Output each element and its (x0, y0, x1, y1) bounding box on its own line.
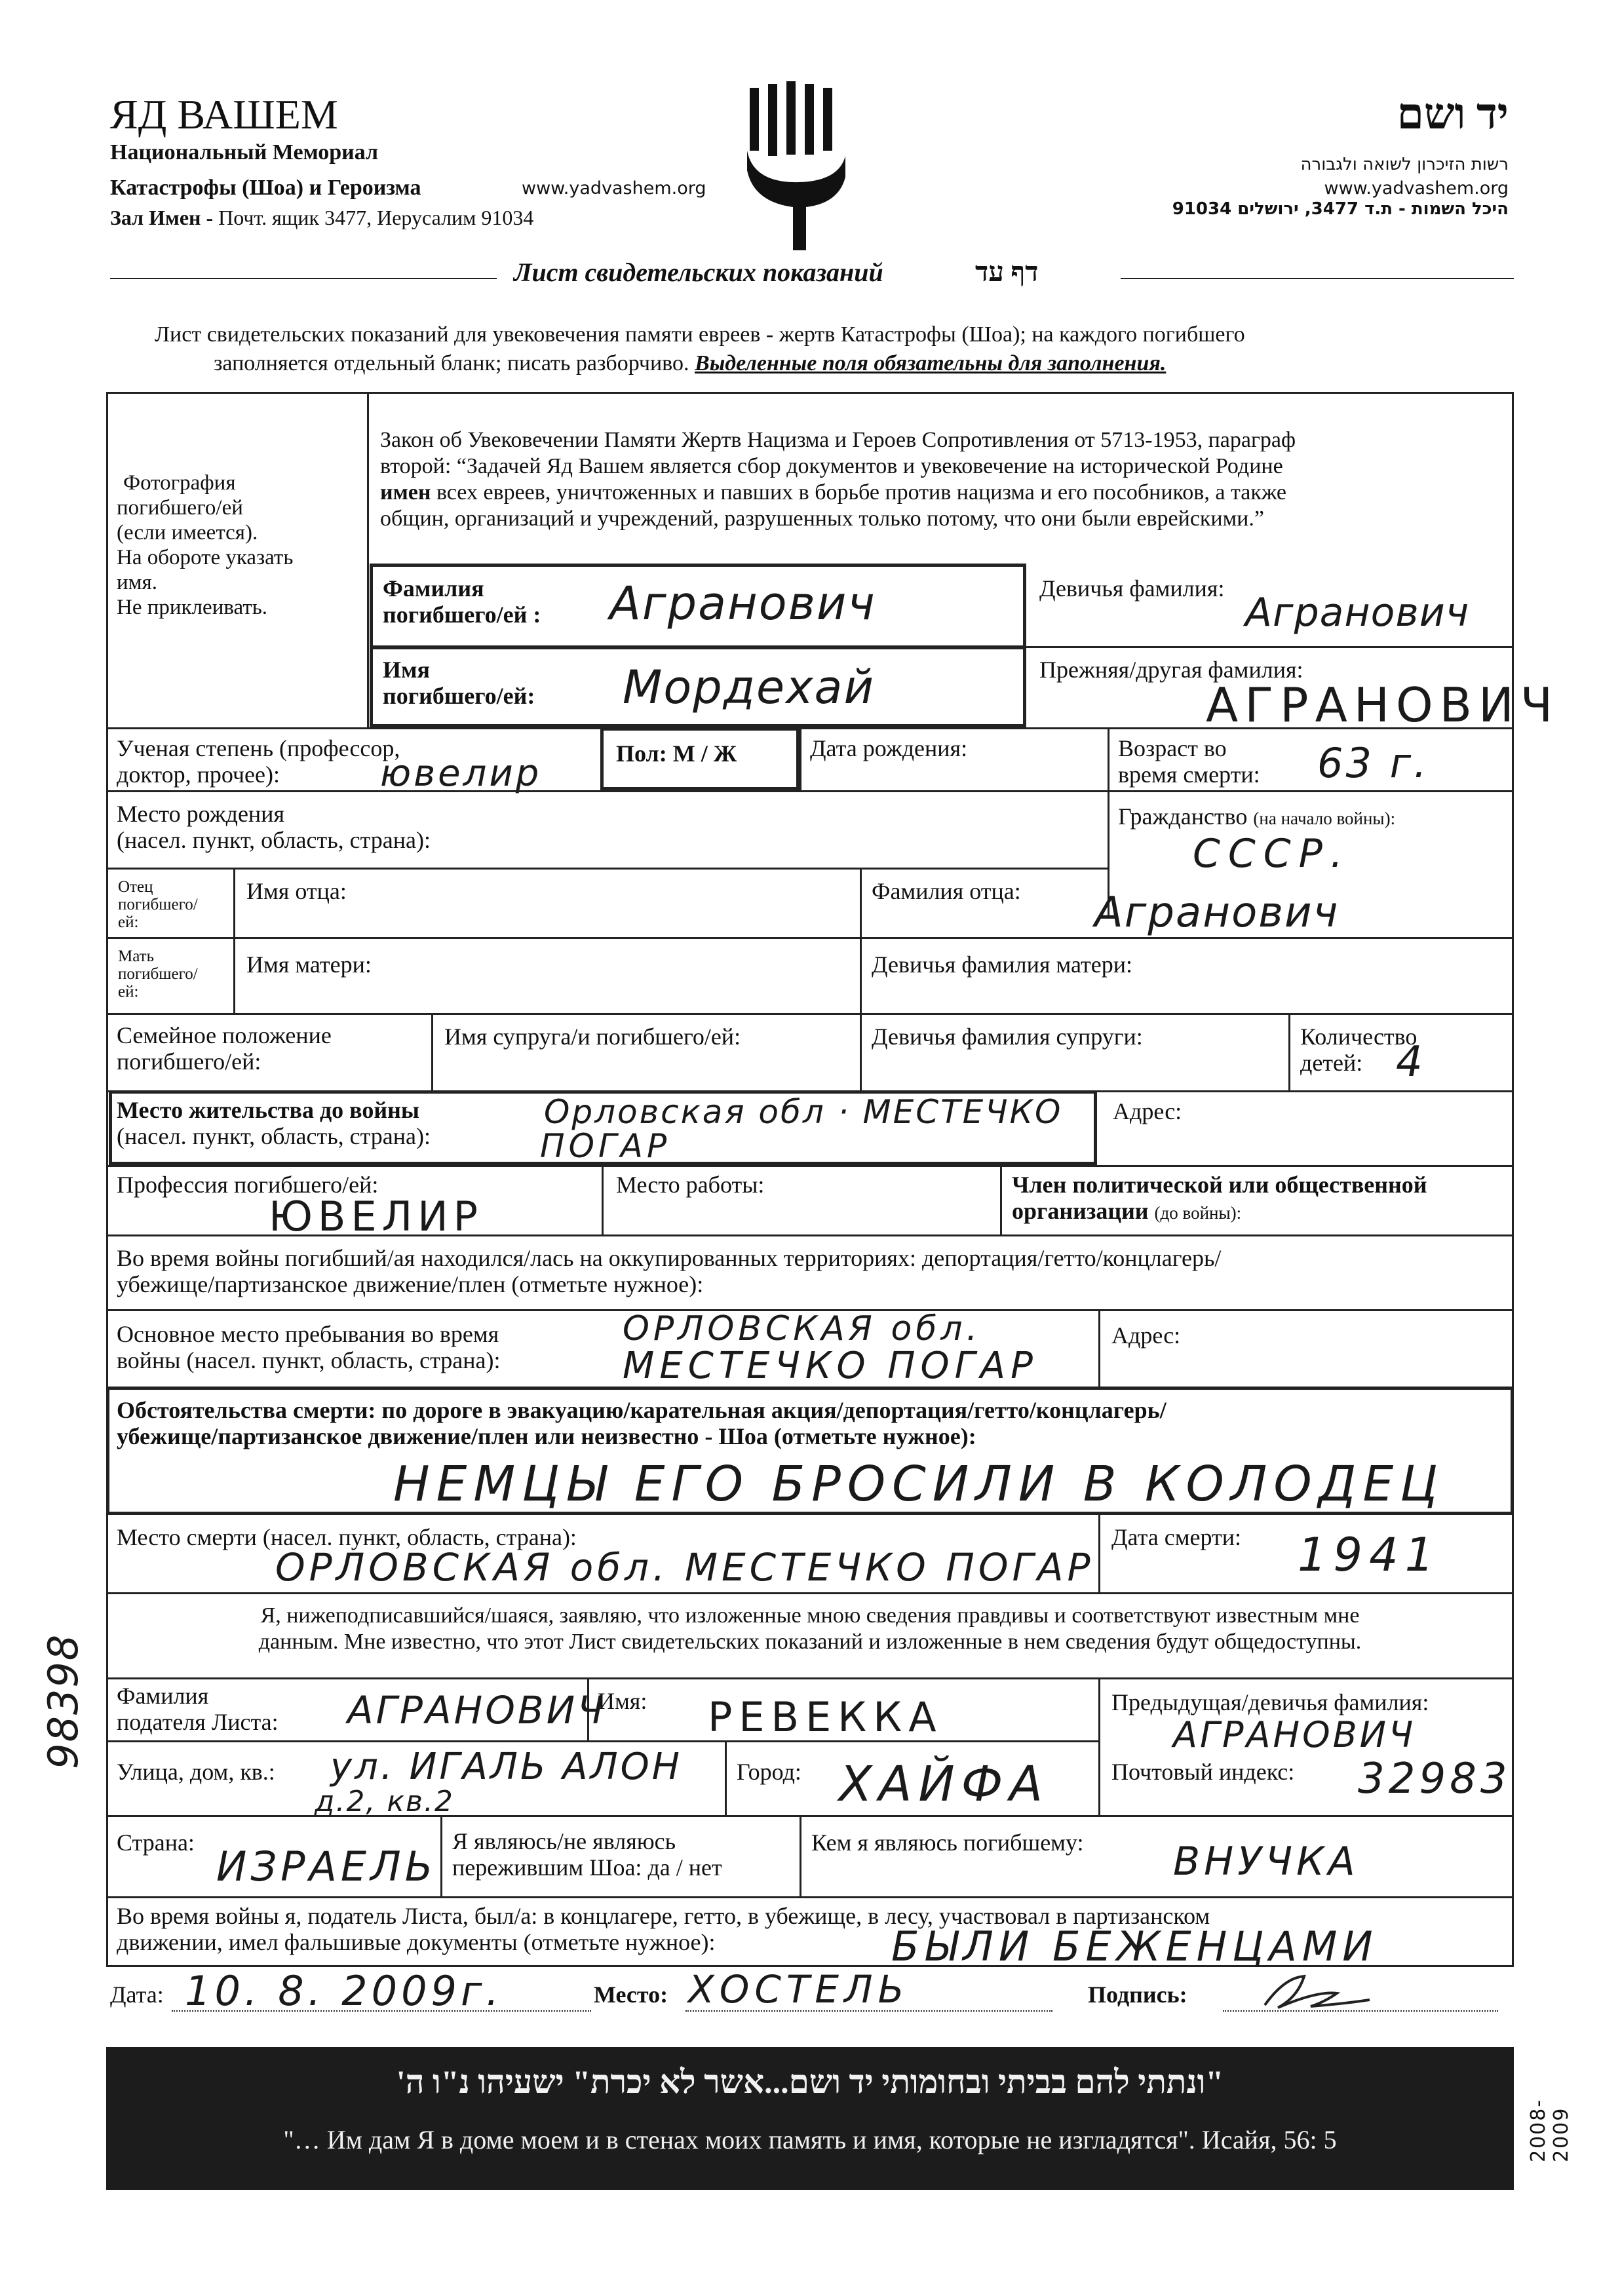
country-divider-2 (800, 1815, 801, 1896)
main-place-value-2: МЕСТЕЧКО ПОГАР (623, 1345, 1038, 1387)
street-label: Улица, дом, кв.: (117, 1759, 275, 1785)
father-side-3: ей: (118, 913, 139, 931)
citizenship-note: (на начало войны): (1253, 809, 1396, 828)
footer-date-label: Дата: (110, 1981, 164, 2008)
footer-place-label: Место: (594, 1981, 668, 2008)
city-label: Город: (737, 1759, 801, 1785)
mother-side-2: погибшего/ (118, 965, 198, 983)
row-birthplace-top (106, 790, 1514, 792)
death-circumstances-label (117, 1397, 1167, 1449)
row-country-top (106, 1815, 1514, 1817)
intro-line-1: Лист свидетельских показаний для увековечения памяти евреев - жертв Катастрофы (Шоа); на каждого погибшего (155, 322, 1245, 347)
age-label-2: время смерти: (1118, 761, 1260, 788)
row-profession-top (106, 1165, 1514, 1167)
birthplace-label-2: (насел. пункт, область, страна): (117, 827, 431, 853)
intro-mandatory-note: Выделенные поля обязательны для заполнения. (695, 351, 1167, 375)
death-circ-line-2: убежище/партизанское движение/плен или неизвестно - Шоа (отметьте нужное): (117, 1423, 976, 1449)
father-side-2: погибшего/ (118, 896, 198, 913)
father-side-label (118, 878, 198, 931)
main-place-label (117, 1321, 501, 1373)
org-hall-of-names (110, 206, 533, 230)
dob-label: Дата рождения: (810, 735, 968, 761)
profession-divider-2 (1000, 1165, 1002, 1234)
signature-label: Подпись: (1088, 1981, 1187, 2008)
photo-line-6: Не приклеивать. (117, 596, 268, 619)
row-declaration-top (106, 1592, 1514, 1594)
quote-ru: "… Им дам Я в доме моем и в стенах моих память и имя, которые не изгладятся". Исайя, 56: 5 (283, 2125, 1337, 2154)
signature-mark (1258, 1971, 1376, 2017)
row-family-top (106, 1013, 1514, 1015)
title-rule-left (110, 278, 497, 279)
family-divider-1 (431, 1013, 433, 1090)
children-count-value: 4 (1396, 1038, 1425, 1086)
age-value: 63 г. (1317, 739, 1429, 787)
photo-line-3: (если имеется). (117, 521, 258, 545)
yad-vashem-logo (741, 79, 858, 256)
profession-label: Профессия погибшего/ей: (117, 1172, 379, 1198)
submitter-divider-2 (1098, 1677, 1100, 1815)
quote-banner (106, 2047, 1514, 2190)
org-line-national-memorial: Национальный Мемориал (110, 140, 379, 164)
residence-label-1: Место жительства до войны (117, 1097, 419, 1123)
intro-line-2 (214, 351, 1166, 376)
hall-of-names-label: Зал Имен - (110, 206, 214, 229)
submitter-surname-label (117, 1683, 279, 1735)
declaration-text (106, 1603, 1514, 1655)
survivor-label-2: пережившим Шоа: (452, 1854, 642, 1881)
parents-side-divider (233, 868, 235, 1013)
menorah-icon (741, 79, 858, 256)
intro-line-2-text: заполняется отдельный бланк; писать разборчиво. (214, 351, 689, 375)
family-divider-2 (860, 1013, 862, 1090)
member-organization-label (1012, 1172, 1427, 1226)
footer-place-underline (685, 2010, 1052, 2012)
law-line-3 (380, 480, 1296, 506)
age-label (1118, 735, 1260, 788)
victim-firstname-label-1: Имя (383, 657, 430, 683)
profession-divider-1 (602, 1165, 604, 1234)
spouse-name-label: Имя супруга/и погибшего/ей: (444, 1024, 741, 1050)
member-label-2: организации (1012, 1198, 1149, 1224)
row-war-top (106, 1234, 1514, 1236)
children-label-1: Количество (1300, 1024, 1418, 1050)
death-place-value: ОРЛОВСКАЯ обл. МЕСТЕЧКО ПОГАР (275, 1545, 1094, 1590)
victim-surname-label-2: погибшего/ей : (383, 602, 541, 628)
law-line-1: Закон об Увековечении Памяти Жертв Нацизма и Героев Сопротивления от 5713-1953, параграф (380, 428, 1296, 452)
country-value: ИЗРАЕЛЬ (216, 1843, 437, 1890)
other-surname-value: АГРАНОВИЧ (1206, 678, 1560, 733)
footer-place-value: ХОСТЕЛЬ (688, 1967, 910, 2012)
declaration-line-1: Я, нижеподписавшийся/шаяся, заявляю, что изложенные мною сведения правдивы и соответствуют известным мне (260, 1603, 1360, 1628)
city-value: ХАЙФА (839, 1756, 1049, 1812)
gender-label: Пол: (616, 740, 667, 767)
maiden-name-value: Агранович (1245, 590, 1470, 636)
residence-label-2: (насел. пункт, область, страна): (117, 1123, 431, 1149)
relation-value: ВНУЧКА (1173, 1839, 1359, 1885)
death-place-label: Место смерти (насел. пункт, область, страна): (117, 1524, 577, 1550)
submitter-surname-label-2: подателя Листа: (117, 1709, 279, 1735)
photo-divider (367, 392, 369, 727)
member-label-1: Член политической или общественной (1012, 1172, 1427, 1198)
degree-label-2: доктор, прочее): (117, 761, 280, 788)
quote-he: "ונתתי להם בביתי ובחומותי יד ושם...אשר לא יכרת" ישעיהו נ"ו ה' (396, 2063, 1224, 2100)
main-place-label-2: войны (насел. пункт, область, страна): (117, 1347, 501, 1373)
law-bold-names: имен (380, 480, 431, 505)
law-text (380, 427, 1296, 532)
degree-value: ювелир (380, 752, 542, 795)
residence-label (117, 1097, 431, 1149)
father-surname-label: Фамилия отца: (872, 878, 1021, 904)
mother-side-1: Мать (118, 947, 155, 965)
street-value-2: д.2, кв.2 (315, 1785, 454, 1818)
gender-field (616, 740, 737, 767)
submitter-name-label: Имя: (598, 1688, 647, 1714)
footer-date-value: 10. 8. 2009г. (185, 1967, 503, 2015)
mother-maiden-label: Девичья фамилия матери: (872, 951, 1133, 978)
birthplace-label-1: Место рождения (117, 801, 285, 827)
degree-label (117, 735, 400, 788)
citizenship-value: СССР. (1193, 831, 1351, 877)
org-name-he: יד ושם (1397, 90, 1509, 138)
form-year-range: 2008-2009 (1527, 2098, 1573, 2162)
victim-surname-label-1: Фамилия (383, 575, 484, 602)
mother-side-3: ей: (118, 983, 139, 1001)
father-side-1: Отец (118, 878, 153, 896)
org-line-catastrophe: Катастрофы (Шоа) и Героизма (110, 176, 421, 200)
submitter-surname-label-1: Фамилия (117, 1683, 209, 1709)
zip-value: 32983 (1358, 1755, 1511, 1803)
row-father-top (106, 868, 1108, 870)
survivor-label (452, 1828, 722, 1881)
mainplace-divider (1098, 1309, 1100, 1387)
residence-address-label: Адрес: (1113, 1098, 1182, 1124)
death-date-label: Дата смерти: (1111, 1524, 1242, 1550)
gender-options[interactable]: М / Ж (672, 740, 737, 767)
org-website-left: www.yadvashem.org (522, 178, 706, 199)
he-website: www.yadvashem.org (1324, 178, 1509, 199)
org-name-ru: ЯД ВАШЕМ (110, 91, 338, 138)
victim-firstname-label (383, 657, 535, 709)
hall-of-names-address: Почт. ящик 3477, Иерусалим 91034 (218, 206, 534, 229)
photo-instructions (117, 470, 293, 620)
spouse-maiden-label: Девичья фамилия супруги: (872, 1024, 1143, 1050)
main-place-label-1: Основное место пребывания во время (117, 1321, 499, 1347)
main-place-value-1: ОРЛОВСКАЯ обл. (623, 1309, 982, 1349)
war-line-1: Во время войны погибший/ая находился/лась на оккупированных территориях: депортация/гетто/концлагерь/ (117, 1245, 1222, 1271)
age-label-1: Возраст во (1118, 735, 1227, 761)
profession-value: ЮВЕЛИР (269, 1193, 484, 1240)
death-circumstances-value: НЕМЦЫ ЕГО БРОСИЛИ В КОЛОДЕЦ (393, 1456, 1444, 1512)
prev-surname-label: Предыдущая/девичья фамилия: (1111, 1689, 1429, 1715)
children-label-2: детей: (1300, 1050, 1363, 1076)
photo-line-1: Фотография (123, 471, 236, 495)
he-line-3: היכל השמות - ת.ד 3477, ירושלים 91034 (1172, 199, 1509, 219)
death-date-divider (1098, 1515, 1100, 1592)
birthplace-label (117, 801, 431, 853)
other-surname-label: Прежняя/другая фамилия: (1039, 657, 1303, 683)
victim-surname-label (383, 575, 541, 628)
row-submitter-top (106, 1677, 1514, 1679)
row-mother-top (106, 937, 1514, 939)
photo-line-2: погибшего/ей (117, 496, 243, 520)
he-line-1: רשות הזיכרון לשואה ולגבורה (1300, 155, 1509, 174)
marital-label-2: погибшего/ей: (117, 1048, 261, 1075)
law-line-4: общин, организаций и учреждений, разрушенных только потому, что они были еврейскими.” (380, 507, 1264, 531)
father-name-label: Имя отца: (246, 878, 347, 904)
side-record-number: 98398 (39, 1633, 87, 1769)
survivor-options[interactable]: да / нет (647, 1854, 722, 1881)
citizenship-label (1118, 803, 1395, 832)
during-war-line-2: движении, имел фальшивые документы (отметьте нужное): (117, 1929, 716, 1955)
country-label: Страна: (117, 1829, 195, 1856)
dob-divider (800, 727, 801, 790)
main-place-address-label: Адрес: (1111, 1322, 1181, 1349)
workplace-label: Место работы: (616, 1172, 765, 1198)
victim-firstname-label-2: погибшего/ей: (383, 683, 535, 709)
relation-label: Кем я являюсь погибшему: (811, 1829, 1084, 1856)
maiden-row-divider (1026, 646, 1514, 648)
degree-label-1: Ученая степень (профессор, (117, 735, 400, 761)
form-title-he: דף עד (975, 258, 1039, 288)
residence-value-1: Орловская обл · МЕСТЕЧКО (544, 1093, 1063, 1131)
row-degree-top (106, 727, 1514, 729)
residence-value-2: ПОГАР (540, 1127, 671, 1165)
mother-side-label (118, 947, 198, 1001)
member-note: (до войны): (1154, 1203, 1242, 1223)
photo-line-4: На обороте указать (117, 546, 294, 569)
submitter-surname-value: АГРАНОВИЧ (347, 1688, 606, 1732)
death-date-value: 1941 (1298, 1528, 1441, 1582)
row-during-war-top (106, 1896, 1514, 1898)
family-divider-3 (1288, 1013, 1290, 1090)
survivor-label-1: Я являюсь/не являюсь (452, 1828, 676, 1854)
victim-surname-value: Агранович (609, 577, 876, 630)
prev-surname-value: АГРАНОВИЧ (1173, 1714, 1416, 1755)
death-circ-line-1: Обстоятельства смерти: по дороге в эвакуацию/карательная акция/депортация/гетто/концлагерь/ (117, 1397, 1167, 1423)
row-street-top (106, 1740, 1098, 1742)
marital-label-1: Семейное положение (117, 1022, 332, 1048)
mother-name-label: Имя матери: (246, 951, 372, 978)
war-line-2: убежище/партизанское движение/плен (отметьте нужное): (117, 1271, 704, 1297)
declaration-line-2: данным. Мне известно, что этот Лист свидетельских показаний и изложенные в нем сведения будут общедоступны. (258, 1630, 1362, 1654)
marital-status-label (117, 1022, 332, 1075)
photo-line-5: имя. (117, 571, 157, 594)
during-war-line-1: Во время войны я, податель Листа, был/а: в концлагере, гетто, в убежище, в лесу, участвовал в партизанском (117, 1903, 1210, 1929)
zip-label: Почтовый индекс: (1111, 1759, 1295, 1785)
law-line-2: второй: “Задачей Яд Вашем является сбор документов и увековечение на исторической Родине (380, 454, 1283, 478)
street-value-1: ул. ИГАЛЬ АЛОН (330, 1746, 682, 1788)
street-divider (725, 1740, 727, 1815)
maiden-name-label: Девичья фамилия: (1039, 575, 1225, 602)
father-surname-value: Агранович (1094, 889, 1340, 937)
submitter-name-value: РЕВЕККА (708, 1693, 943, 1741)
victim-firstname-value: Мордехай (623, 660, 875, 714)
submitter-during-war-value: БЫЛИ БЕЖЕНЦАМИ (891, 1923, 1378, 1970)
footer-date-underline (172, 2010, 591, 2012)
title-rule-right (1121, 278, 1514, 279)
form-title-ru: Лист свидетельских показаний (514, 258, 883, 287)
country-divider-1 (440, 1815, 442, 1896)
law-line-3-rest: всех евреев, уничтоженных и павших в борьбе против нацизма и его пособников, а также (436, 480, 1286, 505)
war-situation-label (117, 1245, 1221, 1297)
parents-mid-divider (860, 868, 862, 1013)
citizenship-label-text: Гражданство (1118, 803, 1248, 830)
